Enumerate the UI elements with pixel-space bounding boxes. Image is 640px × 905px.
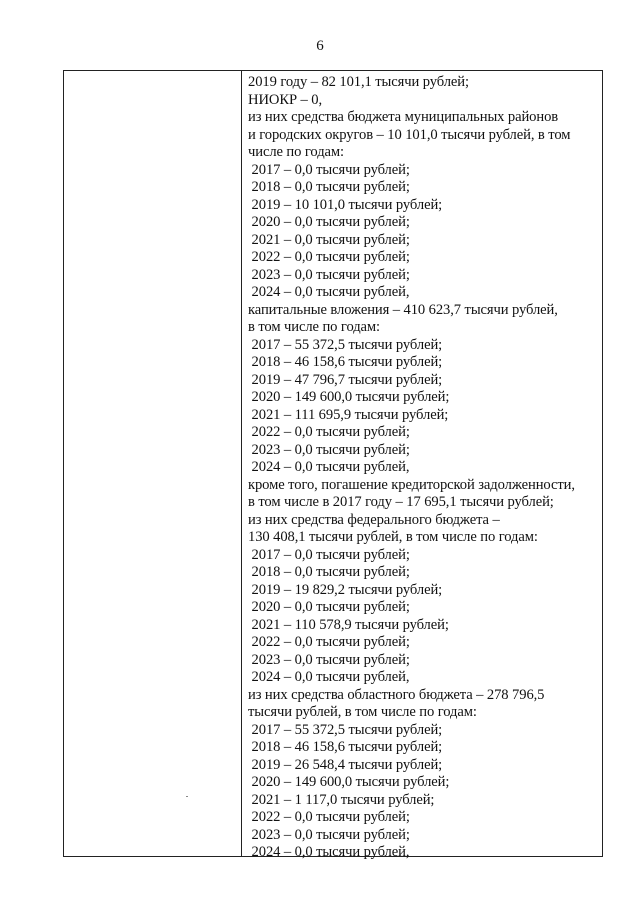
column-divider (241, 71, 242, 856)
table-text-line: 2021 – 110 578,9 тысячи рублей; (248, 616, 449, 633)
table-text-line: 2021 – 111 695,9 тысячи рублей; (248, 406, 449, 423)
table-text-line: 2018 – 46 158,6 тысячи рублей; (248, 739, 443, 755)
table-text-line: 2017 – 0,0 тысячи рублей; (248, 161, 410, 178)
table-text-line: 2024 – 0,0 тысячи рублей, (248, 669, 410, 685)
table-text-line: из них средства бюджета муниципальных районов (248, 109, 559, 125)
table-text-line: 2018 – 46 158,6 тысячи рублей; (248, 354, 443, 370)
table-text-line: 130 408,1 тысячи рублей, в том числе по годам: (248, 529, 538, 545)
table-text-line: 2019 – 26 548,4 тысячи рублей; (248, 756, 443, 773)
table-text-line: 2019 году – 82 101,1 тысячи рублей; (248, 74, 469, 90)
table-text-line: 2017 – 55 372,5 тысячи рублей; (248, 336, 443, 353)
scan-speck (186, 796, 188, 797)
table-text-line: НИОКР – 0, (248, 91, 323, 108)
table-text-line: 2022 – 0,0 тысячи рублей; (248, 249, 410, 265)
table-text-line: в том числе в 2017 году – 17 695,1 тысячи рублей; (248, 494, 554, 510)
table-text-line: 2024 – 0,0 тысячи рублей, (248, 459, 410, 475)
table-text-line: 2021 – 0,0 тысячи рублей; (248, 231, 410, 248)
table-text-line: 2018 – 0,0 тысячи рублей; (248, 179, 410, 195)
table-text-line: 2024 – 0,0 тысячи рублей, (248, 844, 410, 860)
table-text-line: 2019 – 47 796,7 тысячи рублей; (248, 371, 443, 388)
table-text-line: 2023 – 0,0 тысячи рублей; (248, 441, 410, 458)
table-left-cell (64, 71, 241, 856)
table-text-line: 2022 – 0,0 тысячи рублей; (248, 424, 410, 440)
document-table (63, 70, 603, 860)
table-text-line: капитальные вложения – 410 623,7 тысячи рублей, (248, 301, 558, 318)
table-text-line: в том числе по годам: (248, 319, 381, 335)
table-text-line: числе по годам: (248, 144, 344, 160)
table-text-line: 2024 – 0,0 тысячи рублей, (248, 284, 410, 300)
table-text-line: кроме того, погашение кредиторской задолженности, (248, 476, 575, 493)
table-right-cell (248, 74, 600, 862)
table-text-line: 2023 – 0,0 тысячи рублей; (248, 826, 410, 843)
table-text-line: 2022 – 0,0 тысячи рублей; (248, 809, 410, 825)
table-text-line: 2020 – 149 600,0 тысячи рублей; (248, 774, 450, 790)
table-text-line: 2021 – 1 117,0 тысячи рублей; (248, 791, 435, 808)
table-text-line: 2017 – 55 372,5 тысячи рублей; (248, 721, 443, 738)
table-text-line: 2023 – 0,0 тысячи рублей; (248, 651, 410, 668)
page-number: 6 (316, 38, 324, 54)
table-text-line: 2022 – 0,0 тысячи рублей; (248, 634, 410, 650)
table-text-line: из них средства федерального бюджета – (248, 511, 500, 528)
table-text-line: и городских округов – 10 101,0 тысячи рублей, в том (248, 126, 571, 143)
table-text-line: 2017 – 0,0 тысячи рублей; (248, 546, 410, 563)
table-text-line: 2018 – 0,0 тысячи рублей; (248, 564, 410, 580)
table-text-line: 2020 – 149 600,0 тысячи рублей; (248, 389, 450, 405)
table-text-line: 2020 – 0,0 тысячи рублей; (248, 599, 410, 615)
table-text-line: 2023 – 0,0 тысячи рублей; (248, 266, 410, 283)
table-text-line: из них средства областного бюджета – 278 796,5 (248, 686, 545, 703)
table-text-line: 2019 – 19 829,2 тысячи рублей; (248, 581, 443, 598)
table-text-line: 2020 – 0,0 тысячи рублей; (248, 214, 410, 230)
table-text-line: 2019 – 10 101,0 тысячи рублей; (248, 196, 443, 213)
table-text-line: тысячи рублей, в том числе по годам: (248, 704, 477, 720)
